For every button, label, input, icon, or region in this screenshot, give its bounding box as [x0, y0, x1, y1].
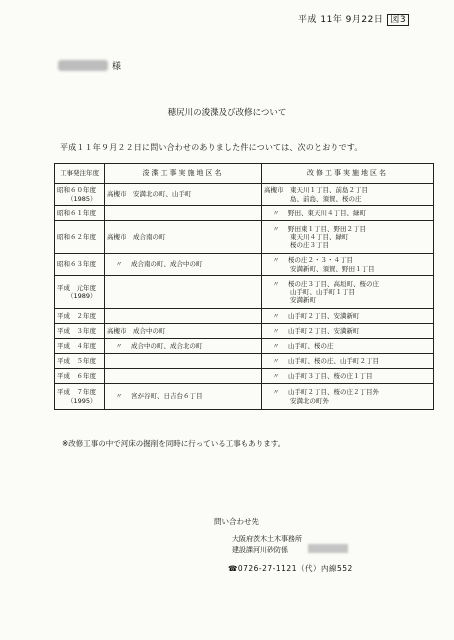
improve-cell [262, 221, 434, 254]
figure-label: 図3 [387, 14, 409, 26]
year-cell [55, 384, 105, 410]
dredge-area: 成合中の町、成合北の町 [131, 341, 203, 350]
improve-cell [262, 339, 434, 354]
improve-city: 〃 [272, 279, 280, 288]
improve-cell [262, 309, 434, 324]
improve-line [264, 209, 431, 217]
dredge-cell [105, 354, 262, 369]
improve-city: 〃 [272, 388, 280, 397]
improve-city: 〃 [272, 224, 280, 233]
year-label: 昭和６０年度 [57, 186, 96, 195]
table-row [55, 339, 434, 354]
improve-line [264, 327, 431, 335]
improve-city: 〃 [272, 208, 280, 217]
dredge-city: 高槻市 [107, 190, 127, 199]
improve-line [264, 372, 431, 380]
improve-area: 山手町、桜の庄、山手町２丁目 [288, 356, 379, 365]
contact-heading: 問い合わせ先 [214, 517, 259, 526]
dredge-city: 高槻市 [107, 232, 127, 241]
header-improve: 改修工事実施地区名 [262, 164, 434, 184]
improve-city: 〃 [272, 256, 280, 265]
improve-line-2: 安満新町、須賀、野田１丁目 [290, 264, 375, 273]
table-row [55, 384, 434, 410]
dredge-city: 〃 [115, 392, 123, 401]
works-table [54, 163, 434, 410]
dredge-area: 安満北の町、山手町 [133, 190, 192, 199]
improve-area: 野田、東天川４丁目、緑町 [288, 208, 366, 217]
redacted-mark [308, 544, 348, 553]
dredge-city: 〃 [115, 341, 123, 350]
dredge-area: 成合南の町 [133, 232, 166, 241]
contact-tel: ☎0726-27-1121（代）内線552 [228, 564, 353, 573]
document-title: 穂尻川の浚渫及び改修について [167, 108, 287, 118]
intro-text: 平成１１年９月２２日に問い合わせのありました件については、次のとおりです。 [60, 143, 363, 152]
improve-line [264, 225, 431, 233]
year-label: 平成 ４年度 [57, 341, 96, 350]
year-label: 昭和６３年度 [57, 260, 96, 269]
table-row [55, 254, 434, 276]
dredge-area: 成合中の町 [133, 326, 166, 335]
year-label: 平成 ５年度 [57, 356, 96, 365]
date-text: 平成 11年 9月22日 [298, 15, 384, 25]
dredge-cell [105, 309, 262, 324]
improve-line-2: 安満北の町外 [290, 396, 329, 405]
year-label: 平成 ６年度 [57, 371, 96, 380]
improve-line [264, 280, 431, 288]
improve-line [264, 357, 431, 365]
improve-area: 山手町２丁目、安満新町 [288, 326, 360, 335]
addressee-honorific: 様 [112, 62, 122, 72]
contact-org: 大阪府茨木土木事務所 [232, 535, 302, 543]
header-year: 工事発注年度 [55, 164, 105, 184]
redacted-addressee [58, 60, 108, 71]
year-cell [55, 339, 105, 354]
dredge-cell [105, 184, 262, 206]
improve-line-2: 島、前島、須賀、桜の庄 [290, 194, 362, 203]
table-row [55, 354, 434, 369]
improve-city: 高槻市 [264, 186, 284, 195]
improve-cell [262, 384, 434, 410]
year-cell [55, 184, 105, 206]
improve-city: 〃 [272, 341, 280, 350]
improve-area: 山手町２丁目、安満新町 [288, 311, 360, 320]
dredge-city: 高槻市 [107, 326, 127, 335]
contact-section: 建設課河川砂防係 [232, 546, 288, 554]
table-row [55, 184, 434, 206]
year-cell [55, 324, 105, 339]
improve-line [264, 312, 431, 320]
improve-cell [262, 254, 434, 276]
improve-area: 桜の庄３丁目、高垣町、桜の庄 [288, 279, 379, 288]
improve-cell [262, 184, 434, 206]
year-cell [55, 276, 105, 309]
year-western: （1985） [67, 194, 97, 203]
improve-city: 〃 [272, 326, 280, 335]
table-row [55, 309, 434, 324]
header-dredge: 浚渫工事実施地区名 [105, 164, 262, 184]
dredge-cell [105, 384, 262, 410]
improve-cell [262, 324, 434, 339]
improve-cell [262, 206, 434, 221]
table-row [55, 369, 434, 384]
table-header-row [55, 164, 434, 184]
improve-city: 〃 [272, 311, 280, 320]
year-western: （1995） [67, 396, 97, 405]
improve-area: 東天川１丁目、前島２丁目 [290, 186, 368, 195]
improve-line-3: 桜の庄３丁目 [290, 241, 329, 250]
year-label: 昭和６２年度 [57, 232, 96, 241]
year-label: 昭和６１年度 [57, 208, 96, 217]
improve-city: 〃 [272, 371, 280, 380]
improve-cell [262, 354, 434, 369]
improve-line [264, 342, 431, 350]
year-cell [55, 206, 105, 221]
improve-area: 山手町３丁目、桜の庄１丁目 [288, 371, 373, 380]
year-cell [55, 254, 105, 276]
improve-area: 山手町２丁目、桜の庄２丁目外 [288, 388, 379, 397]
year-label: 平成 元年度 [57, 283, 96, 292]
improve-line [264, 186, 431, 194]
improve-area: 山手町、桜の庄 [288, 341, 334, 350]
dredge-cell [105, 254, 262, 276]
improve-city: 〃 [272, 356, 280, 365]
dredge-cell [105, 339, 262, 354]
improve-cell [262, 276, 434, 309]
footnote: ※改修工事の中で河床の掘削を同時に行っている工事もあります。 [62, 439, 286, 448]
improve-area: 桜の庄２・３・４丁目 [288, 256, 353, 265]
dredge-area: 成合南の町、成合中の町 [131, 260, 203, 269]
table-row [55, 276, 434, 309]
improve-line [264, 256, 431, 264]
year-western: （1989） [67, 292, 97, 300]
dredge-cell [105, 206, 262, 221]
improve-line-2: 東天川４丁目、緑町 [290, 232, 349, 241]
year-cell [55, 309, 105, 324]
table-row [55, 221, 434, 254]
dredge-cell [105, 369, 262, 384]
dredge-cell [105, 324, 262, 339]
year-label: 平成 ７年度 [57, 388, 96, 397]
year-label: 平成 ３年度 [57, 326, 96, 335]
table-body [55, 184, 434, 410]
dredge-cell [105, 221, 262, 254]
document-date [298, 12, 409, 25]
improve-area: 野田東１丁目、野田２丁目 [288, 224, 366, 233]
year-label: 平成 ２年度 [57, 311, 96, 320]
year-cell [55, 354, 105, 369]
table-row [55, 206, 434, 221]
improve-line-2: 山手町、山手町１丁目 [290, 287, 355, 296]
table-row [55, 324, 434, 339]
year-cell [55, 369, 105, 384]
year-cell [55, 221, 105, 254]
dredge-cell [105, 276, 262, 309]
improve-line-3: 安満新町 [290, 296, 316, 305]
dredge-city: 〃 [115, 260, 123, 269]
dredge-area: 宮が谷町、日吉台６丁目 [131, 392, 203, 401]
improve-cell [262, 369, 434, 384]
improve-line [264, 388, 431, 396]
